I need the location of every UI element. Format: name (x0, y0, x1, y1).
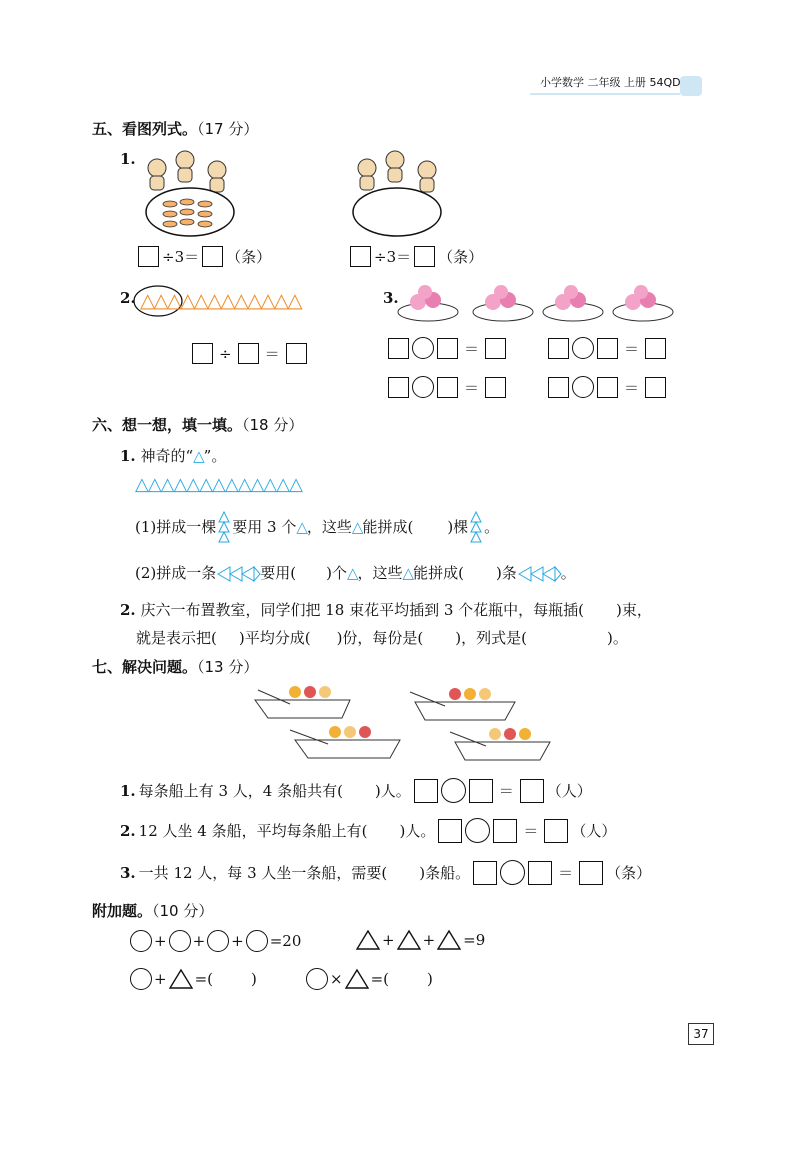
operator: =( (370, 970, 389, 988)
section7-score: （13 分） (197, 658, 259, 676)
triangle-fish-icon (216, 565, 260, 583)
question-text: )条船。 (419, 864, 471, 882)
circle-symbol (246, 930, 268, 952)
s7-q1: 1. 每条船上有 3 人，4 条船共有( )人。 ＝ （人） (120, 778, 592, 803)
unit-label: （条） (226, 248, 272, 266)
bonus-eq3 (130, 968, 257, 990)
blue-triangle-icon: △ (193, 447, 204, 465)
question-number: 1. (120, 447, 136, 465)
answer-box[interactable] (473, 861, 497, 885)
text: ，这些 (306, 518, 352, 536)
s6-q1-part2 (135, 562, 576, 583)
blue-triangles-row: △△△△△△△△△△△△△ (135, 474, 302, 495)
operator: ＝ (464, 378, 480, 397)
text: )份，每份是( (336, 629, 424, 647)
s5-q2-num: 2. (120, 289, 136, 307)
question-text: )人。 (399, 822, 436, 840)
s5-q1-num: 1. (120, 150, 136, 168)
question-number: 2. (120, 821, 136, 840)
answer-box[interactable] (192, 343, 213, 364)
s6-q2-line1 (120, 599, 652, 620)
circle-symbol (130, 930, 152, 952)
header-title: 小学数学 二年级 上册 54QD (540, 76, 681, 89)
intro-text: 神奇的“ (140, 447, 194, 465)
operator: ＝ (624, 339, 640, 358)
operator-circle[interactable] (572, 337, 594, 359)
s6-q2-line2 (136, 627, 628, 648)
operator-circle[interactable] (412, 376, 434, 398)
text: 。 (484, 518, 500, 536)
answer-box[interactable] (388, 338, 409, 359)
answer-box[interactable] (238, 343, 259, 364)
unit-label: （条） (606, 864, 652, 882)
text: )。 (607, 629, 628, 647)
triangle-fish-icon (517, 565, 561, 583)
circle-symbol (169, 930, 191, 952)
equation-text: ÷3＝ (162, 248, 200, 266)
question-text: 每条船上有 3 人，4 条船共有( (138, 782, 343, 800)
unit-label: （条） (438, 248, 484, 266)
s5-q1-equation-left (138, 246, 271, 267)
s5-q1-equation-right (350, 246, 483, 267)
s6-q1-part1 (135, 516, 499, 537)
answer-box[interactable] (520, 779, 544, 803)
text: 能拼成( (413, 564, 464, 582)
operator-circle[interactable] (441, 778, 466, 803)
operator: + (231, 932, 244, 950)
answer-box[interactable] (414, 779, 438, 803)
blue-triangle-icon: △ (351, 518, 363, 536)
result: =9 (463, 931, 486, 949)
text: (2)拼成一条 (135, 564, 217, 582)
operator-circle[interactable] (412, 337, 434, 359)
answer-box[interactable] (579, 861, 603, 885)
operator: + (422, 931, 436, 949)
triangle-tree-icon (469, 510, 483, 546)
intro-text: ”。 (203, 447, 227, 465)
operator: ＝ (464, 339, 480, 358)
triangle-symbol (397, 930, 421, 950)
bonus-score: （10 分） (152, 902, 214, 920)
operator: + (382, 931, 395, 949)
bonus-eq2 (356, 930, 485, 950)
blue-triangle-icon: △ (346, 564, 358, 582)
answer-box[interactable] (438, 819, 462, 843)
answer-box[interactable] (437, 338, 458, 359)
s5-q3-num: 3. (383, 289, 399, 307)
operator: =( (194, 970, 213, 988)
text: 就是表示把( (136, 629, 217, 647)
s7-q2: 2. 12 人坐 4 条船，平均每条船上有( )人。 ＝ （人） (120, 818, 616, 843)
triangle-symbol (356, 930, 380, 950)
triangle-tree-icon (217, 510, 231, 546)
operator: ÷ (219, 344, 232, 363)
operator: + (192, 932, 206, 950)
text: )束， (616, 601, 652, 619)
answer-box[interactable] (469, 779, 493, 803)
page-header (530, 72, 710, 98)
page-number: 37 (688, 1023, 714, 1045)
triangle-symbol (169, 969, 193, 989)
text: 要用( (260, 564, 297, 582)
s7-q3: 3. 一共 12 人，每 3 人坐一条船，需要( )条船。 ＝ （条） (120, 860, 651, 885)
section6-score: （18 分） (242, 416, 304, 434)
text: )个 (326, 564, 347, 582)
text: )条 (495, 564, 517, 582)
cats-empty-plate-illustration (345, 148, 455, 238)
bonus-eq1 (130, 930, 301, 952)
operator-circle[interactable] (465, 818, 490, 843)
question-text: )人。 (374, 782, 411, 800)
text: )棵 (447, 518, 469, 536)
boats-illustration (250, 680, 550, 780)
text: )平均分成( (238, 629, 311, 647)
text: ，这些 (357, 564, 403, 582)
answer-box[interactable] (485, 377, 506, 398)
operator: ) (427, 970, 433, 988)
answer-box[interactable] (597, 338, 618, 359)
answer-box[interactable] (645, 338, 666, 359)
cats-fish-illustration (135, 148, 245, 238)
answer-box[interactable] (414, 246, 435, 267)
section5-title: 五、看图列式。 (92, 120, 198, 138)
question-number: 1. (120, 781, 136, 800)
answer-box[interactable] (548, 377, 569, 398)
text: )，列式是( (455, 629, 528, 647)
blue-triangle-icon: △ (402, 564, 414, 582)
text: (1)拼成一棵 (135, 518, 217, 536)
answer-box[interactable] (597, 377, 618, 398)
operator-circle[interactable] (500, 860, 525, 885)
operator: × (330, 970, 343, 988)
triangle-symbol (345, 969, 369, 989)
s6-q1-intro (120, 445, 226, 466)
answer-box[interactable] (544, 819, 568, 843)
section6-title: 六、想一想，填一填。 (92, 416, 243, 434)
triangle-symbol (437, 930, 461, 950)
question-text: 一共 12 人，每 3 人坐一条船，需要( (138, 864, 388, 882)
circle-symbol (130, 968, 152, 990)
operator: + (154, 932, 167, 950)
answer-box[interactable] (528, 861, 552, 885)
answer-box[interactable] (493, 819, 517, 843)
operator: ) (251, 970, 257, 988)
text: 。 (560, 564, 576, 582)
text: 庆六一布置教室，同学们把 18 束花平均插到 3 个花瓶中，每瓶插( (140, 601, 585, 619)
operator: ＝ (264, 345, 280, 363)
text: 要用 3 个 (232, 518, 297, 536)
orange-triangles-row: △△△△△△△△△△△△ (140, 288, 301, 312)
s5-q3-equation-2 (548, 337, 666, 359)
s5-q3-equation-3 (388, 376, 506, 398)
section5-score: （17 分） (197, 120, 259, 138)
peach-plates-illustration (395, 282, 680, 324)
answer-box[interactable] (548, 338, 569, 359)
answer-box[interactable] (202, 246, 223, 267)
answer-box[interactable] (138, 246, 159, 267)
question-number: 3. (120, 863, 136, 882)
equation-text: ÷3＝ (374, 248, 412, 266)
bonus-eq4 (306, 968, 433, 990)
answer-box[interactable] (645, 377, 666, 398)
section7-title: 七、解决问题。 (92, 658, 198, 676)
circle-symbol (306, 968, 328, 990)
unit-label: （人） (546, 782, 592, 800)
bonus-title: 附加题。 (92, 902, 153, 920)
answer-box[interactable] (437, 377, 458, 398)
s5-q3-equation-1 (388, 337, 506, 359)
result: =20 (269, 932, 302, 950)
answer-box[interactable] (485, 338, 506, 359)
answer-box[interactable] (388, 377, 409, 398)
question-number: 2. (120, 601, 136, 619)
s5-q3-equation-4 (548, 376, 666, 398)
unit-label: （人） (571, 822, 617, 840)
operator: + (154, 970, 167, 988)
blue-triangle-icon: △ (296, 518, 307, 536)
answer-box[interactable] (286, 343, 307, 364)
circle-symbol (207, 930, 229, 952)
s5-q2-equation (192, 343, 307, 364)
operator: ＝ (624, 378, 640, 397)
answer-box[interactable] (350, 246, 371, 267)
text: 能拼成( (362, 518, 414, 536)
question-text: 12 人坐 4 条船，平均每条船上有( (138, 822, 368, 840)
operator-circle[interactable] (572, 376, 594, 398)
